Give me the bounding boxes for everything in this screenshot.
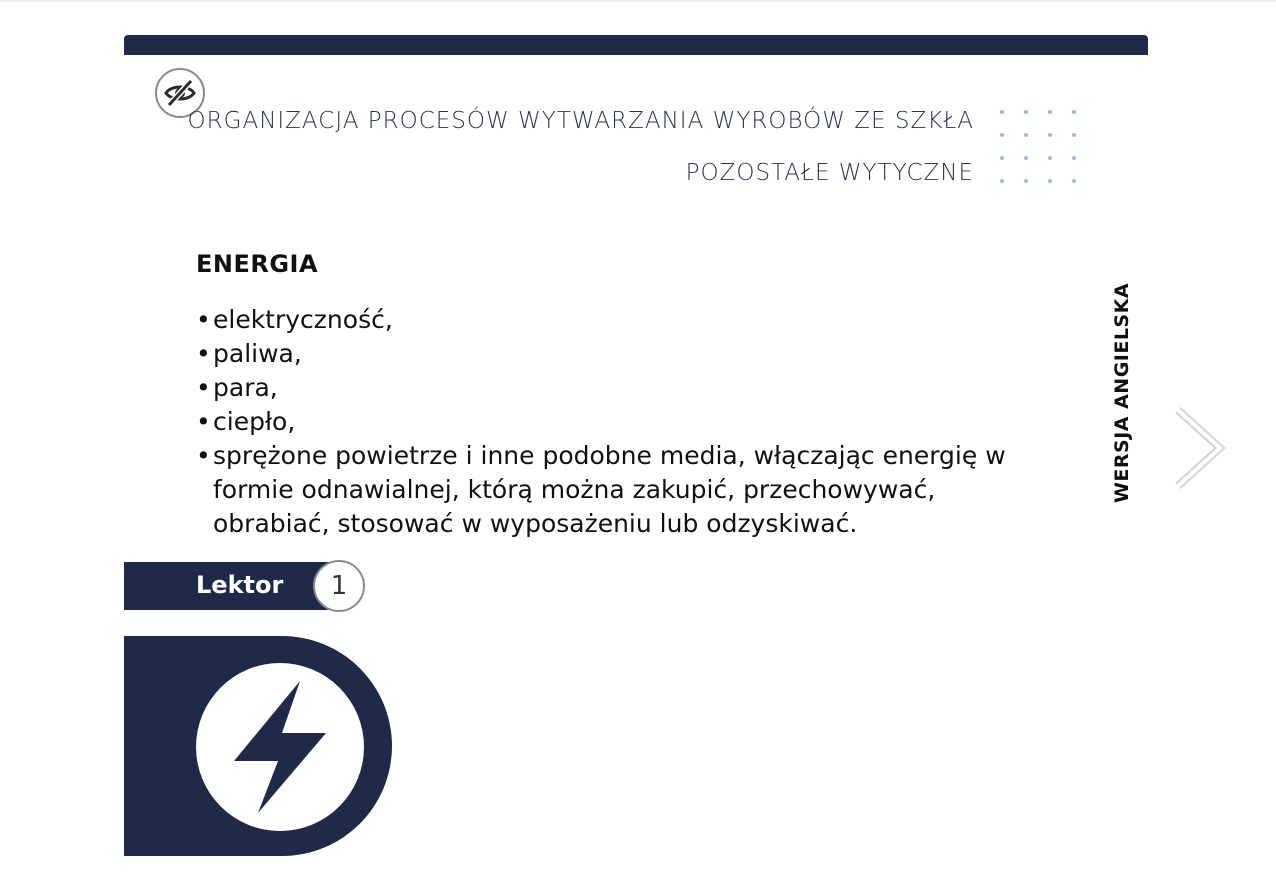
- list-item-text: paliwa,: [213, 339, 302, 368]
- course-title: ORGANIZACJA PROCESÓW WYTWARZANIA WYROBÓW ZE SZKŁA: [187, 108, 974, 134]
- bullet-icon: •: [196, 407, 211, 436]
- list-item: [196, 303, 1016, 337]
- bullet-icon: •: [196, 339, 211, 368]
- list-item: [196, 405, 1016, 439]
- lightning-bolt-icon: [230, 677, 330, 817]
- energy-icon-circle: [196, 663, 364, 831]
- section-heading: ENERGIA: [196, 250, 319, 278]
- section-subtitle: POZOSTAŁE WYTYCZNE: [685, 160, 974, 186]
- list-item-text: elektryczność,: [213, 305, 393, 334]
- lektor-label: Lektor: [196, 571, 284, 599]
- top-header-bar: [124, 35, 1148, 55]
- lektor-audio-button[interactable]: [313, 560, 365, 612]
- energy-list: [196, 303, 1016, 541]
- chevron-right-icon[interactable]: [1170, 404, 1230, 492]
- english-version-label: WERSJA ANGIELSKA: [1111, 282, 1134, 504]
- bullet-icon: •: [196, 305, 211, 334]
- list-item: [196, 439, 1016, 541]
- bullet-icon: •: [196, 373, 211, 402]
- list-item-text: sprężone powietrze i inne podobne media, włączając energię w formie odnawialnej, którą można zakupić, przechowywać, obrabiać, stosować w wyposażeniu lub odzyskiwać.: [213, 441, 1006, 538]
- lektor-number: 1: [330, 571, 348, 601]
- list-item: [196, 371, 1016, 405]
- list-item-text: para,: [213, 373, 278, 402]
- list-item: [196, 337, 1016, 371]
- bullet-icon: •: [196, 441, 211, 470]
- top-divider: [0, 0, 1276, 2]
- english-version-link[interactable]: [1108, 282, 1136, 504]
- list-item-text: ciepło,: [213, 407, 296, 436]
- eye-slash-icon: [163, 76, 197, 110]
- dot-grid-icon: [990, 104, 1086, 188]
